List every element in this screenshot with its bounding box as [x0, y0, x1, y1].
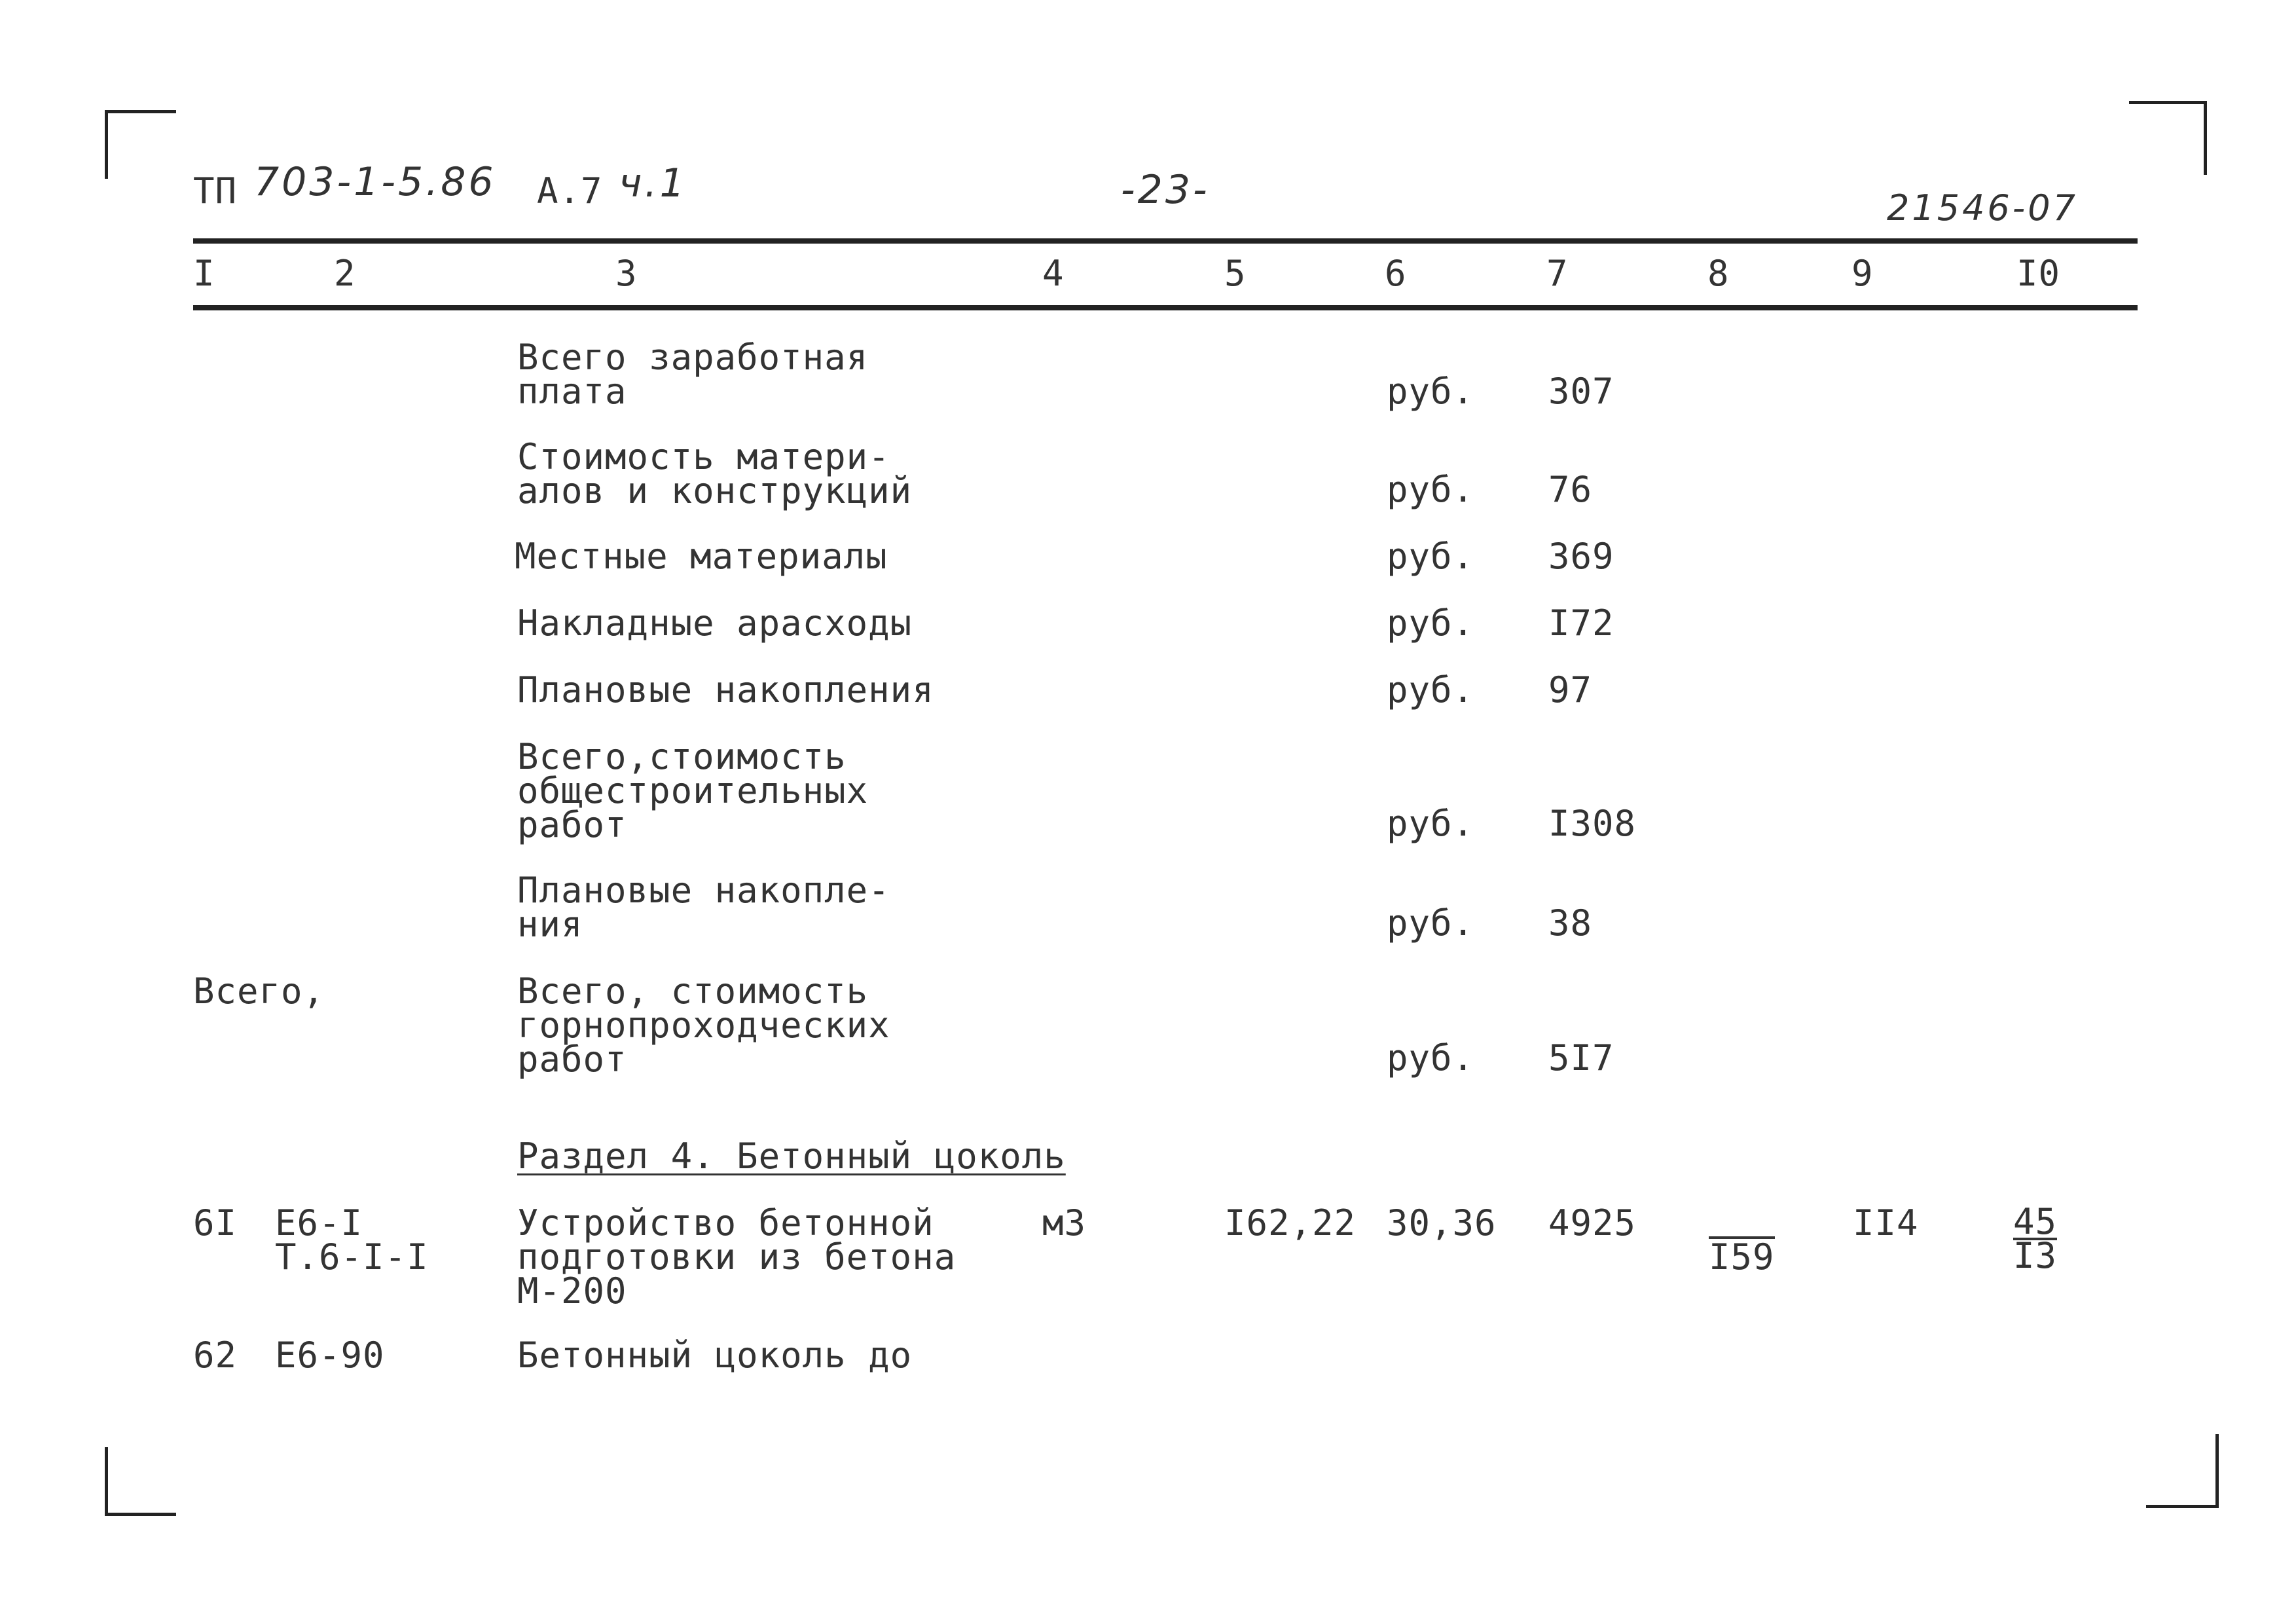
header-album: А.7 — [537, 170, 603, 212]
item-col9: II4 — [1853, 1202, 1919, 1244]
column-header-3: 3 — [615, 253, 638, 294]
header-rule-top — [193, 238, 2138, 244]
crop-mark-bottom-left — [105, 1447, 176, 1516]
summary-value: 5I7 — [1548, 1037, 1614, 1079]
summary-value: 38 — [1548, 902, 1593, 944]
item-col10-fraction — [2013, 1201, 2058, 1276]
summary-unit: руб. — [1387, 602, 1475, 644]
item-col8: I59 — [1709, 1236, 1775, 1278]
page-number: -23- — [1121, 167, 1210, 213]
item-description: Бетонный цоколь до — [517, 1335, 913, 1376]
section-title: Раздел 4. Бетонный цоколь — [517, 1135, 1066, 1177]
column-header-4: 4 — [1042, 253, 1065, 294]
column-header-5: 5 — [1224, 253, 1247, 294]
summary-total-label: Всего, — [193, 970, 325, 1012]
summary-description: Плановые накопле- ния — [517, 870, 890, 945]
item-unit: м3 — [1042, 1202, 1087, 1244]
header-code-prefix: ТП — [193, 170, 238, 212]
summary-value: 76 — [1548, 469, 1593, 510]
column-header-10: I0 — [2016, 253, 2061, 294]
item-description: Устройство бетонной подготовки из бетона М-200 — [517, 1202, 957, 1312]
item-number: 62 — [193, 1335, 238, 1376]
summary-value: I72 — [1548, 602, 1614, 644]
item-col10-numerator: 45 — [2013, 1201, 2058, 1242]
crop-mark-top-left — [105, 110, 176, 179]
column-header-8: 8 — [1707, 253, 1730, 294]
header-code-number: 703-1-5.86 — [254, 159, 496, 205]
summary-description: Плановые накопления — [517, 669, 934, 710]
column-header-1: I — [193, 253, 215, 294]
item-code: Е6-I Т.6-I-I — [275, 1202, 429, 1278]
item-col10-denominator: I3 — [2013, 1235, 2058, 1276]
summary-description: Всего,стоимость общестроительных работ — [517, 736, 869, 845]
header-part: ч.1 — [619, 160, 687, 206]
item-unit-price: 30,36 — [1387, 1202, 1497, 1244]
summary-unit: руб. — [1387, 371, 1475, 412]
header-rule-bottom — [193, 305, 2138, 310]
summary-description: Местные материалы — [515, 536, 888, 577]
summary-unit: руб. — [1387, 669, 1475, 710]
item-code: Е6-90 — [275, 1335, 385, 1376]
summary-unit: руб. — [1387, 1037, 1475, 1079]
summary-description: Стоимость матери- алов и конструкций — [517, 436, 913, 511]
column-header-9: 9 — [1851, 253, 1874, 294]
summary-description: Накладные арасходы — [517, 602, 913, 644]
summary-unit: руб. — [1387, 469, 1475, 510]
column-header-6: 6 — [1385, 253, 1407, 294]
summary-unit: руб. — [1387, 803, 1475, 844]
summary-unit: руб. — [1387, 536, 1475, 577]
summary-value: I308 — [1548, 803, 1637, 844]
item-quantity: I62,22 — [1224, 1202, 1357, 1244]
item-total: 4925 — [1548, 1202, 1637, 1244]
crop-mark-bottom-right — [2146, 1434, 2219, 1508]
summary-value: 369 — [1548, 536, 1614, 577]
item-number: 6I — [193, 1202, 238, 1244]
summary-value: 307 — [1548, 371, 1614, 412]
column-header-7: 7 — [1546, 253, 1569, 294]
summary-description: Всего, стоимость горнопроходческих работ — [517, 970, 890, 1080]
summary-unit: руб. — [1387, 902, 1475, 944]
crop-mark-top-right — [2129, 101, 2207, 175]
summary-description: Всего заработная плата — [517, 337, 869, 412]
summary-value: 97 — [1548, 669, 1593, 710]
column-header-2: 2 — [334, 253, 356, 294]
document-number: 21546-07 — [1887, 187, 2078, 229]
